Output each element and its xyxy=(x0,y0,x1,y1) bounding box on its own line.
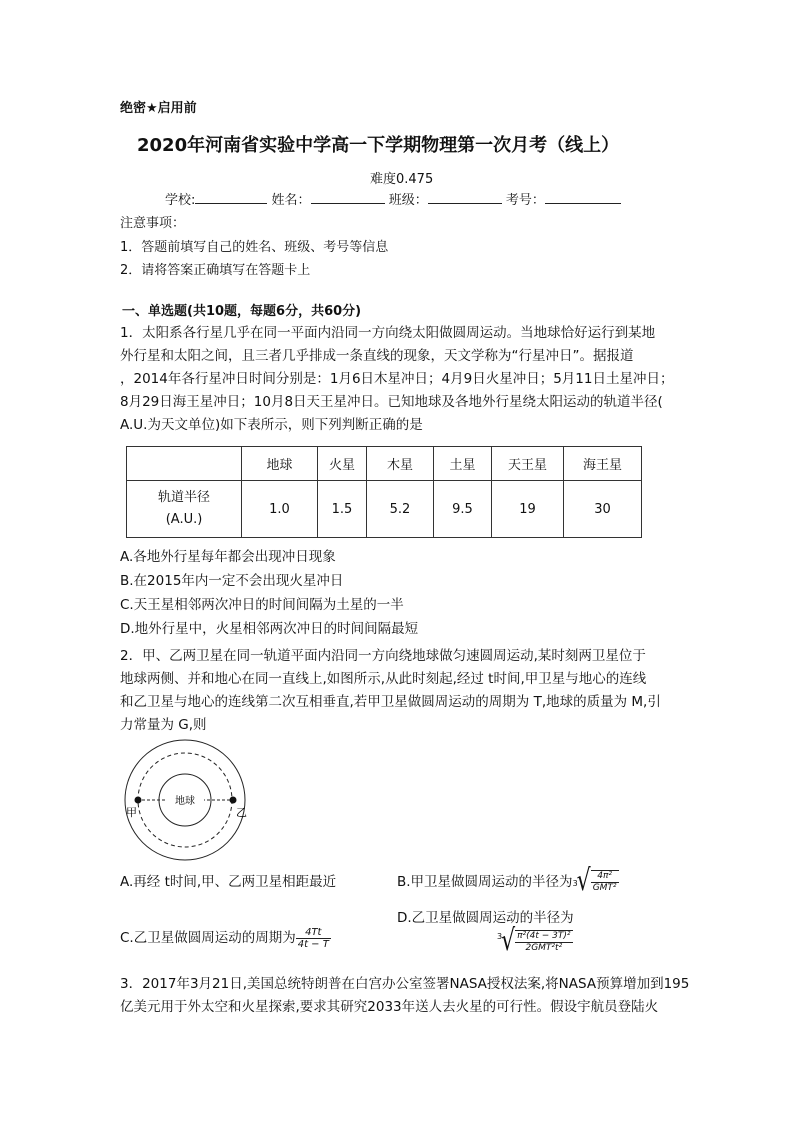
table-cell: 1.5 xyxy=(318,481,367,538)
option-c[interactable] xyxy=(120,921,331,955)
question-line: 外行星和太阳之间，且三者几乎排成一条直线的现象，天文学称为“行星冲日”。据报道 xyxy=(120,348,634,364)
section-heading: 一、单选题(共10题，每题6分，共60分) xyxy=(122,304,362,319)
radical-sign: √ xyxy=(576,864,591,899)
note-item: 1．答题前填写自己的姓名、班级、考号等信息 xyxy=(120,240,389,255)
option-d[interactable]: D.地外行星中，火星相邻两次冲日的时间间隔最短 xyxy=(120,621,419,637)
name-blank[interactable] xyxy=(311,189,385,204)
fraction xyxy=(515,931,572,954)
satellite-b-label: 乙 xyxy=(236,806,247,819)
table-header-cell: 火星 xyxy=(318,447,367,481)
question-line: A.U.为天文单位)如下表所示，则下列判断正确的是 xyxy=(120,417,423,433)
table-row-label xyxy=(127,481,242,538)
question-1-options xyxy=(120,546,418,641)
option-d-formula xyxy=(497,924,573,959)
note-item: 2．请将答案正确填写在答题卡上 xyxy=(120,263,311,278)
satellite-a-dot xyxy=(135,797,142,804)
fraction-denominator: 2GMT²t² xyxy=(525,943,563,953)
radicand xyxy=(515,930,572,954)
satellite-b-dot xyxy=(230,797,237,804)
difficulty: 难度0.475 xyxy=(370,172,434,187)
orbit-table xyxy=(126,446,642,538)
question-2 xyxy=(120,645,661,737)
school-blank[interactable] xyxy=(195,189,267,204)
fraction-denominator: 4t − T xyxy=(297,938,329,950)
question-line: 力常量为 G,则 xyxy=(120,717,207,733)
table-cell: 9.5 xyxy=(434,481,492,538)
option-a[interactable]: A.再经 t时间,甲、乙两卫星相距最近 xyxy=(120,874,337,890)
table-cell: 1.0 xyxy=(242,481,318,538)
row-label-unit: (A.U.) xyxy=(165,512,203,527)
question-line: ，2014年各行星冲日时间分别是：1月6日木星冲日；4月9日火星冲日；5月11日土星冲日； xyxy=(120,371,674,387)
earth-label: 地球 xyxy=(175,796,195,807)
student-info-line xyxy=(165,189,621,208)
fraction-numerator: 4π² xyxy=(591,871,619,883)
cube-root xyxy=(497,924,573,959)
fraction xyxy=(591,871,619,894)
table-header-cell: 海王星 xyxy=(564,447,642,481)
fraction-numerator: π²(4t − 3T)² xyxy=(517,931,571,941)
option-b[interactable] xyxy=(397,862,619,902)
table-header-cell: 土星 xyxy=(434,447,492,481)
class-blank[interactable] xyxy=(428,189,502,204)
table-header-cell: 天王星 xyxy=(492,447,564,481)
exam-no-blank[interactable] xyxy=(545,189,621,204)
option-a[interactable]: A.各地外行星每年都会出现冲日现象 xyxy=(120,549,336,565)
table-header-cell: 地球 xyxy=(242,447,318,481)
question-line: 8月29日海王星冲日；10月8日天王星冲日。已知地球及各地外行星绕太阳运动的轨道半径( xyxy=(120,394,663,410)
question-line: 2．甲、乙两卫星在同一轨道平面内沿同一方向绕地球做匀速圆周运动,某时刻两卫星位于 xyxy=(120,648,646,664)
option-b-text: B.甲卫星做圆周运动的半径为 xyxy=(397,873,573,890)
cube-root xyxy=(572,864,619,899)
secret-label: 绝密★启用前 xyxy=(120,101,197,116)
root-index: 3 xyxy=(497,932,503,941)
table-cell: 19 xyxy=(492,481,564,538)
question-line: 1．太阳系各行星几乎在同一平面内沿同一方向绕太阳做圆周运动。当地球恰好运行到某地 xyxy=(120,325,656,341)
radical-sign: √ xyxy=(501,924,516,959)
table-header-cell xyxy=(127,447,242,481)
option-c[interactable]: C.天王星相邻两次冲日的时间间隔为土星的一半 xyxy=(120,597,404,613)
table-cell: 30 xyxy=(564,481,642,538)
exam-no-label: 考号： xyxy=(505,193,545,208)
fraction-numerator: 4Tt xyxy=(296,927,331,939)
page-title: 2020年河南省实验中学高一下学期物理第一次月考（线上） xyxy=(137,135,620,156)
question-line: 亿美元用于外太空和火星探索,要求其研究2033年送人去火星的可行性。假设宇航员登陆火 xyxy=(120,999,659,1015)
question-line: 3．2017年3月21日,美国总统特朗普在白宫办公室签署NASA授权法案,将NASA预算增加到195 xyxy=(120,976,690,992)
fraction xyxy=(296,927,331,950)
option-b[interactable]: B.在2015年内一定不会出现火星冲日 xyxy=(120,573,344,589)
question-line: 地球两侧、并和地心在同一直线上,如图所示,从此时刻起,经过 t时间,甲卫星与地心的连线 xyxy=(120,671,647,687)
table-cell: 5.2 xyxy=(367,481,434,538)
question-line: 和乙卫星与地心的连线第二次互相垂直,若甲卫星做圆周运动的周期为 T,地球的质量为 M,引 xyxy=(120,694,661,710)
fraction-denominator: GMT² xyxy=(592,882,617,893)
name-label: 姓名： xyxy=(271,193,311,208)
school-label: 学校: xyxy=(165,193,196,208)
notes-heading: 注意事项： xyxy=(120,216,186,231)
satellite-a-label: 甲 xyxy=(126,806,137,819)
row-label-line: 轨道半径 xyxy=(157,490,210,505)
question-1 xyxy=(120,322,673,437)
radicand xyxy=(591,870,619,895)
root-index: 3 xyxy=(572,878,578,888)
option-c-text: C.乙卫星做圆周运动的周期为 xyxy=(120,929,296,946)
orbit-diagram xyxy=(116,738,256,868)
question-3 xyxy=(120,973,689,1019)
table-header-cell: 木星 xyxy=(367,447,434,481)
class-label: 班级： xyxy=(388,193,428,208)
option-d-text[interactable]: D.乙卫星做圆周运动的半径为 xyxy=(397,910,574,926)
